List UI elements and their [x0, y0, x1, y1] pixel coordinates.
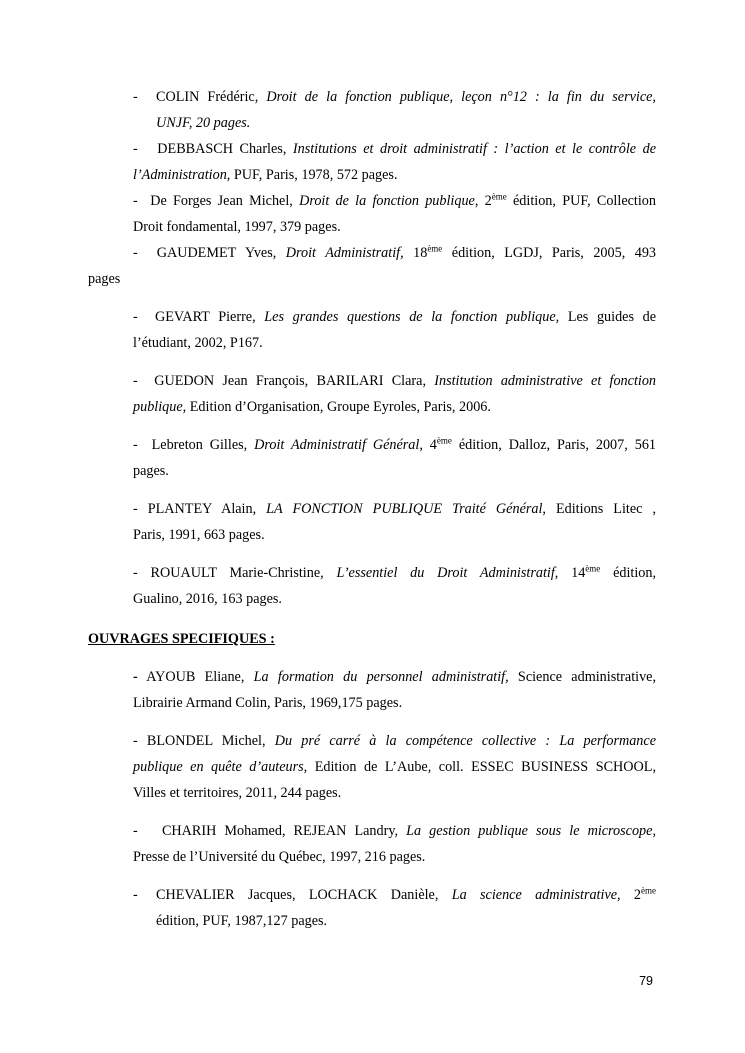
- reference-publisher-continued: l’étudiant, 2002, P167.: [133, 335, 263, 351]
- reference-gevart: [133, 304, 656, 356]
- reference-publisher: Les guides de: [559, 309, 657, 325]
- reference-title: La science administrative,: [451, 887, 621, 903]
- reference-title: Institution administrative et fonction: [434, 373, 657, 389]
- reference-publisher: , Editions Litec ,: [542, 501, 656, 517]
- reference-plantey: [133, 496, 656, 548]
- reference-title: Droit de la fonction publique, leçon n°12 : la fin du service,: [266, 89, 656, 105]
- reference-publisher: Science administrative,: [508, 669, 657, 685]
- reference-publisher: édition,: [600, 565, 657, 581]
- reference-debbasch: [133, 136, 656, 188]
- reference-author: Lebreton Gilles,: [151, 437, 248, 453]
- reference-publisher: PUF, Paris, 1978, 572 pages.: [230, 167, 398, 183]
- edition-superscript: ème: [585, 563, 601, 574]
- list-dash: -: [133, 309, 138, 325]
- reference-publisher-continued: Droit fondamental, 1997, 379 pages.: [133, 219, 341, 235]
- list-dash: -: [133, 373, 138, 389]
- reference-author: AYOUB Eliane,: [146, 669, 245, 685]
- list-dash: -: [133, 565, 138, 581]
- edition-superscript: ème: [641, 885, 656, 896]
- reference-deforges: [133, 188, 656, 240]
- reference-author: CHARIH Mohamed, REJEAN Landry,: [161, 823, 399, 839]
- reference-title: Droit Administratif,: [285, 245, 404, 261]
- list-dash: -: [133, 193, 138, 209]
- list-dash: -: [133, 437, 138, 453]
- reference-publisher-continued: pages: [88, 271, 121, 287]
- reference-title: Du pré carré à la compétence collective : La performance: [274, 733, 656, 749]
- edition-number: , 4: [419, 437, 437, 453]
- reference-publisher-continued: Presse de l’Université du Québec, 1997, 216 pages.: [133, 849, 426, 865]
- reference-publisher-continued: Librairie Armand Colin, Paris, 1969,175 pages.: [133, 695, 403, 711]
- list-dash: -: [133, 501, 138, 517]
- reference-blondel: [133, 728, 656, 806]
- reference-title: LA FONCTION PUBLIQUE Traité Général: [266, 501, 543, 517]
- reference-title-continued: publique en quête d’auteurs,: [133, 759, 308, 775]
- list-dash: -: [133, 89, 138, 105]
- list-dash: -: [133, 733, 138, 749]
- list-dash: -: [133, 141, 138, 157]
- reference-lebreton: [133, 432, 656, 484]
- edition-number: , 2: [474, 193, 492, 209]
- edition-number: 18: [403, 245, 428, 261]
- reference-title: L’essentiel du Droit Administratif,: [336, 565, 559, 581]
- reference-author: GAUDEMET Yves,: [156, 245, 277, 261]
- reference-publisher: Edition d’Organisation, Groupe Eyroles, Paris, 2006.: [186, 399, 491, 415]
- reference-author: BLONDEL Michel,: [146, 733, 266, 749]
- edition-superscript: ème: [491, 191, 507, 202]
- reference-publisher: édition, Dalloz, Paris, 2007, 561: [451, 437, 657, 453]
- list-dash: -: [133, 823, 138, 839]
- reference-author: CHEVALIER Jacques, LOCHACK Danièle,: [156, 887, 439, 903]
- reference-publisher-continued: Gualino, 2016, 163 pages.: [133, 591, 282, 607]
- reference-title: Droit de la fonction publique: [299, 193, 475, 209]
- section-heading: OUVRAGES SPECIFIQUES :: [88, 631, 275, 647]
- page-number: 79: [639, 974, 653, 988]
- reference-publisher: édition, LGDJ, Paris, 2005, 493: [442, 245, 657, 261]
- reference-title-continued: UNJF, 20 pages.: [156, 115, 251, 131]
- reference-publisher: Edition de L’Aube, coll. ESSEC BUSINESS SCHOOL,: [307, 759, 656, 775]
- edition-number: 2: [620, 887, 641, 903]
- reference-publisher-continued: édition, PUF, 1987,127 pages.: [156, 913, 328, 929]
- reference-guedon: [133, 368, 656, 420]
- reference-publisher-continued: Paris, 1991, 663 pages.: [133, 527, 265, 543]
- reference-publisher-continued: Villes et territoires, 2011, 244 pages.: [133, 785, 342, 801]
- reference-colin: [133, 84, 656, 136]
- list-dash: -: [133, 887, 138, 903]
- reference-author: GUEDON Jean François, BARILARI Clara,: [154, 373, 426, 389]
- edition-number: 14: [558, 565, 586, 581]
- list-dash: -: [133, 669, 138, 685]
- reference-title: La formation du personnel administratif,: [253, 669, 509, 685]
- reference-rouault: [133, 560, 656, 612]
- reference-title: Institutions et droit administratif : l’action et le contrôle de: [292, 141, 656, 157]
- reference-author: DEBBASCH Charles,: [157, 141, 287, 157]
- reference-chevalier: [133, 882, 656, 934]
- edition-superscript: ème: [427, 243, 443, 254]
- reference-author: ROUAULT Marie-Christine,: [150, 565, 324, 581]
- list-dash: -: [133, 245, 138, 261]
- reference-author: De Forges Jean Michel,: [150, 193, 293, 209]
- reference-author: COLIN Frédéric,: [156, 89, 259, 105]
- reference-charih: [133, 818, 656, 870]
- reference-publisher: édition, PUF, Collection: [506, 193, 656, 209]
- reference-title: Droit Administratif Général: [254, 437, 420, 453]
- reference-publisher-continued: pages.: [133, 463, 169, 479]
- reference-title-continued: l’Administration,: [133, 167, 231, 183]
- reference-title-continued: publique,: [133, 399, 187, 415]
- reference-title: Les grandes questions de la fonction publique,: [264, 309, 560, 325]
- reference-gaudemet: [133, 240, 656, 266]
- reference-author: PLANTEY Alain,: [147, 501, 257, 517]
- reference-author: GEVART Pierre,: [155, 309, 256, 325]
- edition-superscript: ème: [436, 435, 452, 446]
- reference-ayoub: [133, 664, 656, 716]
- reference-title: La gestion publique sous le microscope,: [406, 823, 656, 839]
